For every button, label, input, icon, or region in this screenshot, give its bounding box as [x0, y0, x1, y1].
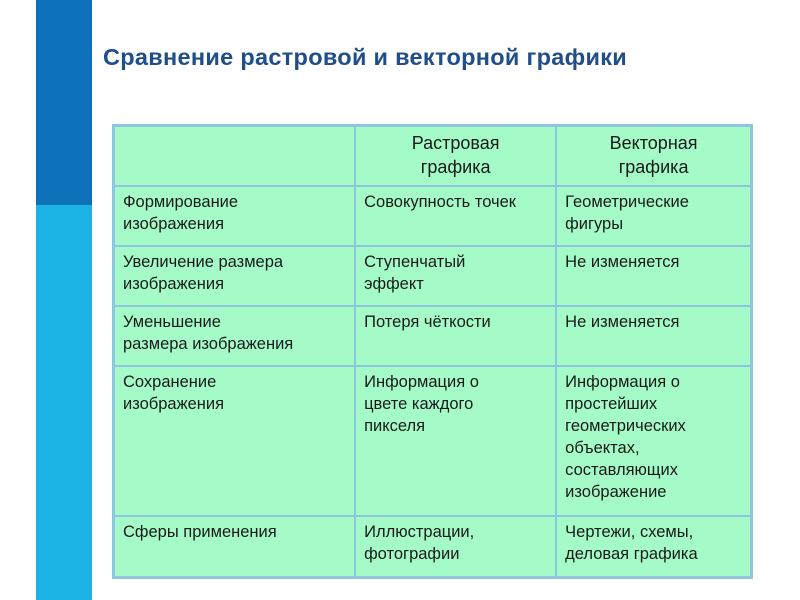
- header-cell-vector: Векторная графика: [556, 126, 751, 186]
- row-label: Сохранение изображения: [114, 366, 356, 516]
- accent-bar-top: [36, 0, 92, 205]
- vector-cell: Не изменяется: [556, 246, 751, 306]
- table-row: [114, 186, 752, 246]
- raster-cell: Совокупность точек: [355, 186, 556, 246]
- vector-cell: Информация о простейших геометрических объектах, составляющих изображение: [556, 366, 751, 516]
- table-row: [114, 366, 752, 516]
- raster-cell: Ступенчатый эффект: [355, 246, 556, 306]
- table-row: [114, 306, 752, 366]
- row-label: Формирование изображения: [114, 186, 356, 246]
- raster-cell: Потеря чёткости: [355, 306, 556, 366]
- comparison-table: [112, 124, 753, 579]
- table-header-row: [114, 126, 752, 186]
- accent-bar-bottom: [36, 205, 92, 600]
- row-label: Сферы применения: [114, 516, 356, 578]
- row-label: Уменьшение размера изображения: [114, 306, 356, 366]
- row-label: Увеличение размера изображения: [114, 246, 356, 306]
- table-row: [114, 516, 752, 578]
- slide-title: Сравнение растровой и векторной графики: [103, 44, 628, 70]
- header-cell-empty: [114, 126, 356, 186]
- raster-cell: Иллюстрации, фотографии: [355, 516, 556, 578]
- vector-cell: Не изменяется: [556, 306, 751, 366]
- table-row: [114, 246, 752, 306]
- vector-cell: Геометрические фигуры: [556, 186, 751, 246]
- header-cell-raster: Растровая графика: [355, 126, 556, 186]
- raster-cell: Информация о цвете каждого пикселя: [355, 366, 556, 516]
- vector-cell: Чертежи, схемы, деловая графика: [556, 516, 751, 578]
